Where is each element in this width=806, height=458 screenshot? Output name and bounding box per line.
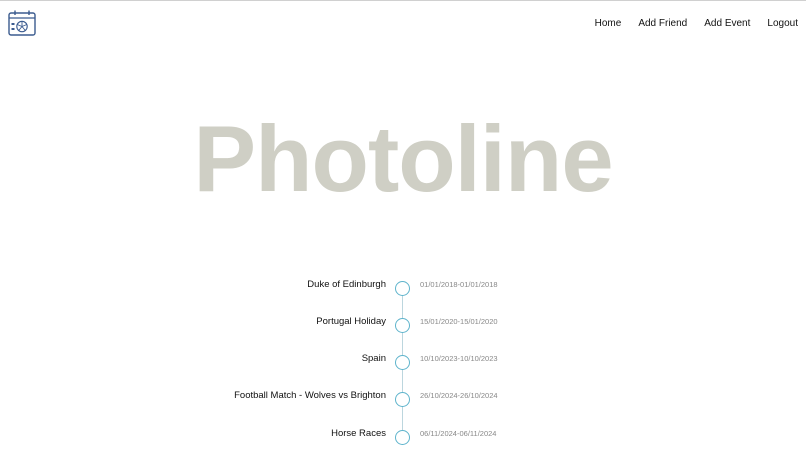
event-dates: 10/10/2023-10/10/2023 <box>420 354 498 363</box>
event-title[interactable]: Duke of Edinburgh <box>307 279 386 290</box>
event-dates: 06/11/2024-06/11/2024 <box>420 429 497 438</box>
timeline-dot[interactable] <box>395 392 410 407</box>
timeline-dot[interactable] <box>395 281 410 296</box>
timeline-event[interactable] <box>0 390 806 410</box>
event-title[interactable]: Football Match - Wolves vs Brighton <box>234 390 386 401</box>
nav-home-link[interactable]: Home <box>594 18 622 29</box>
event-dates: 15/01/2020-15/01/2020 <box>420 317 498 326</box>
timeline-dot[interactable] <box>395 430 410 445</box>
nav-add-friend-link[interactable]: Add Friend <box>638 18 688 29</box>
timeline-event[interactable] <box>0 353 806 373</box>
event-title[interactable]: Spain <box>361 353 386 364</box>
timeline-dot[interactable] <box>395 355 410 370</box>
event-dates: 26/10/2024-26/10/2024 <box>420 391 498 400</box>
event-title[interactable]: Horse Races <box>331 428 386 439</box>
nav-logout-link[interactable]: Logout <box>767 18 798 29</box>
event-timeline <box>0 1 806 458</box>
event-title[interactable]: Portugal Holiday <box>316 316 386 327</box>
timeline-event[interactable] <box>0 279 806 299</box>
timeline-event[interactable] <box>0 316 806 336</box>
event-dates: 01/01/2018-01/01/2018 <box>420 280 498 289</box>
timeline-dot[interactable] <box>395 318 410 333</box>
hero-title: Photoline <box>193 106 613 211</box>
nav-add-event-link[interactable]: Add Event <box>704 18 751 29</box>
timeline-event[interactable] <box>0 428 806 448</box>
